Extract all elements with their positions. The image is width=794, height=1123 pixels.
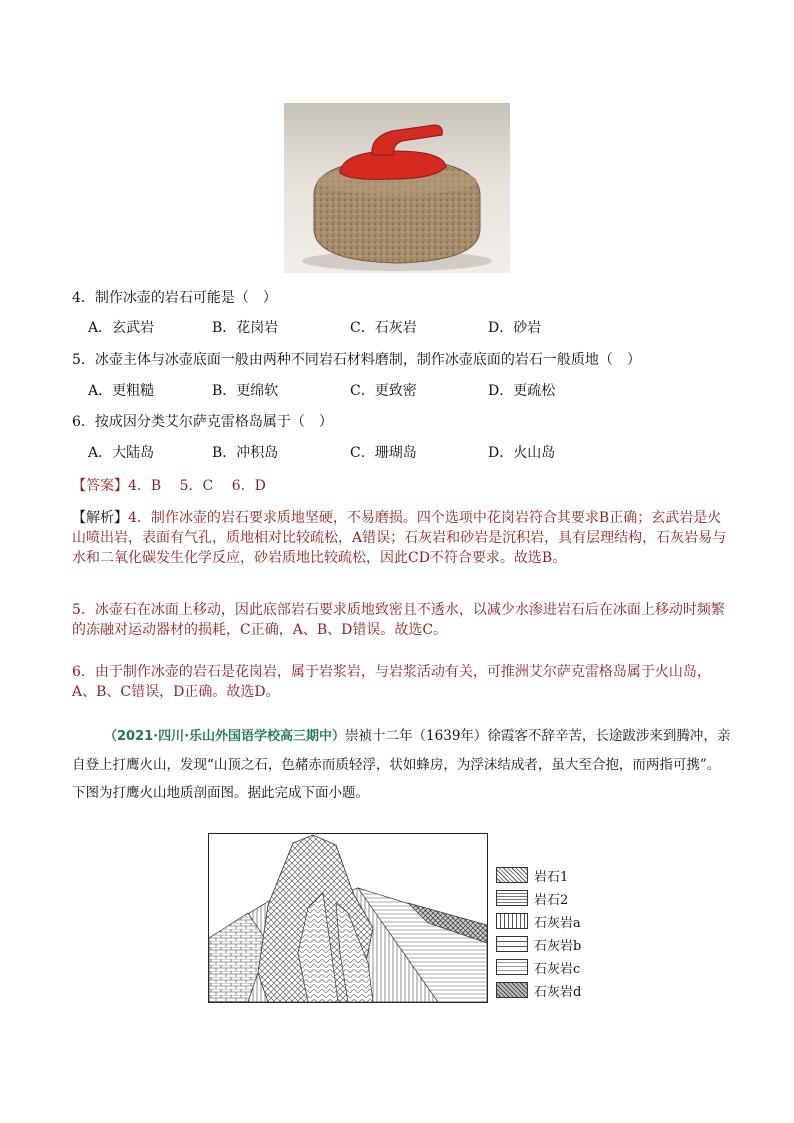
option-b: B．花岗岩	[212, 320, 279, 336]
option-c: C．珊瑚岛	[350, 445, 417, 461]
curling-stone-photo	[284, 103, 510, 273]
question-number: 6．	[72, 414, 95, 430]
answer-text: 4．B 5．C 6．D	[128, 478, 266, 494]
option-b: B．冲积岛	[212, 445, 279, 461]
analysis-6: 6．由于制作冰壶的岩石是花岗岩，属于岩浆岩，与岩浆活动有关，可推洲艾尔萨克雷格岛属于火山岛，A、B、C错误，D正确。故选D。	[72, 664, 711, 700]
analysis-text-4: 4．制作冰壶的岩石要求质地坚硬，不易磨损。四个选项中花岗岩符合其要求B正确；玄武岩是火山喷出岩，表面有气孔，质地相对比较疏松，A错误；石灰岩和砂岩是沉积岩，具有层理结构，石灰岩易与水和二氧化碳发生化学反应，砂岩质地比较疏松，因此CD不符合要求。故选B。	[72, 510, 727, 566]
legend-label: 石灰岩d	[534, 984, 582, 1000]
option-b: B．更绵软	[212, 383, 279, 399]
analysis-5: 5．冰壶石在冰面上移动，因此底部岩石要求质地致密且不透水，以减少水渗进岩石后在冰面上移动时频繁的冻融对运动器材的损耗，C正确，A、B、D错误。故选C。	[72, 602, 725, 638]
legend-label: 石灰岩a	[534, 915, 581, 931]
option-a: A．大陆岛	[88, 445, 155, 461]
legend-limestone-c	[496, 958, 580, 976]
answer-line	[72, 476, 266, 496]
analysis-label: 【解析】	[72, 510, 128, 526]
question-6	[72, 412, 333, 432]
question-stem: 冰壶主体与冰壶底面一般由两种不同岩石材料磨制，制作冰壶底面的岩石一般质地（ ）	[94, 352, 641, 368]
option-c: C．更致密	[350, 383, 417, 399]
legend-rock1	[496, 866, 568, 884]
option-d: D．火山岛	[488, 445, 556, 461]
source-text: 崇祯十二年（1639年）徐霞客不辞辛苦，长途跋涉来到腾冲，亲自登上打鹰火山，发现“山顶之石，色赭赤而质轻浮，状如蜂房，为浮沫结成者，虽大至合抱，而两指可携”。下图为打鹰火山地质剖面图。据此完成下面小题。	[72, 728, 731, 801]
question-stem: 制作冰壶的岩石可能是（ ）	[94, 290, 277, 306]
question-4	[72, 288, 277, 308]
geologic-cross-section	[208, 833, 488, 1003]
legend-swatch	[496, 936, 528, 952]
source-tag: （2021·四川·乐山外国语学校高三期中）	[104, 729, 346, 744]
legend-label: 石灰岩c	[534, 961, 581, 977]
legend-limestone-d	[496, 981, 581, 999]
option-d: D．砂岩	[488, 320, 542, 336]
question-5	[72, 350, 641, 370]
legend-swatch	[496, 867, 528, 883]
answer-label: 【答案】	[72, 478, 128, 494]
option-a: A．更粗糙	[88, 383, 155, 399]
option-c: C．石灰岩	[350, 320, 417, 336]
question-stem: 按成因分类艾尔萨克雷格岛属于（ ）	[94, 414, 333, 430]
analysis-4	[72, 508, 732, 568]
legend-swatch	[496, 913, 528, 929]
legend-limestone-a	[496, 912, 581, 930]
question-number: 5．	[72, 352, 95, 368]
legend-label: 石灰岩b	[534, 938, 582, 954]
legend-label: 岩石2	[534, 892, 569, 908]
legend-limestone-b	[496, 935, 581, 953]
legend-rock2	[496, 889, 568, 907]
legend-swatch	[496, 959, 528, 975]
legend-swatch	[496, 982, 528, 998]
legend-swatch	[496, 890, 528, 906]
option-d: D．更疏松	[488, 383, 556, 399]
question-number: 4．	[72, 290, 95, 306]
option-a: A．玄武岩	[88, 320, 155, 336]
source-passage	[72, 722, 732, 807]
legend-label: 岩石1	[534, 869, 569, 885]
